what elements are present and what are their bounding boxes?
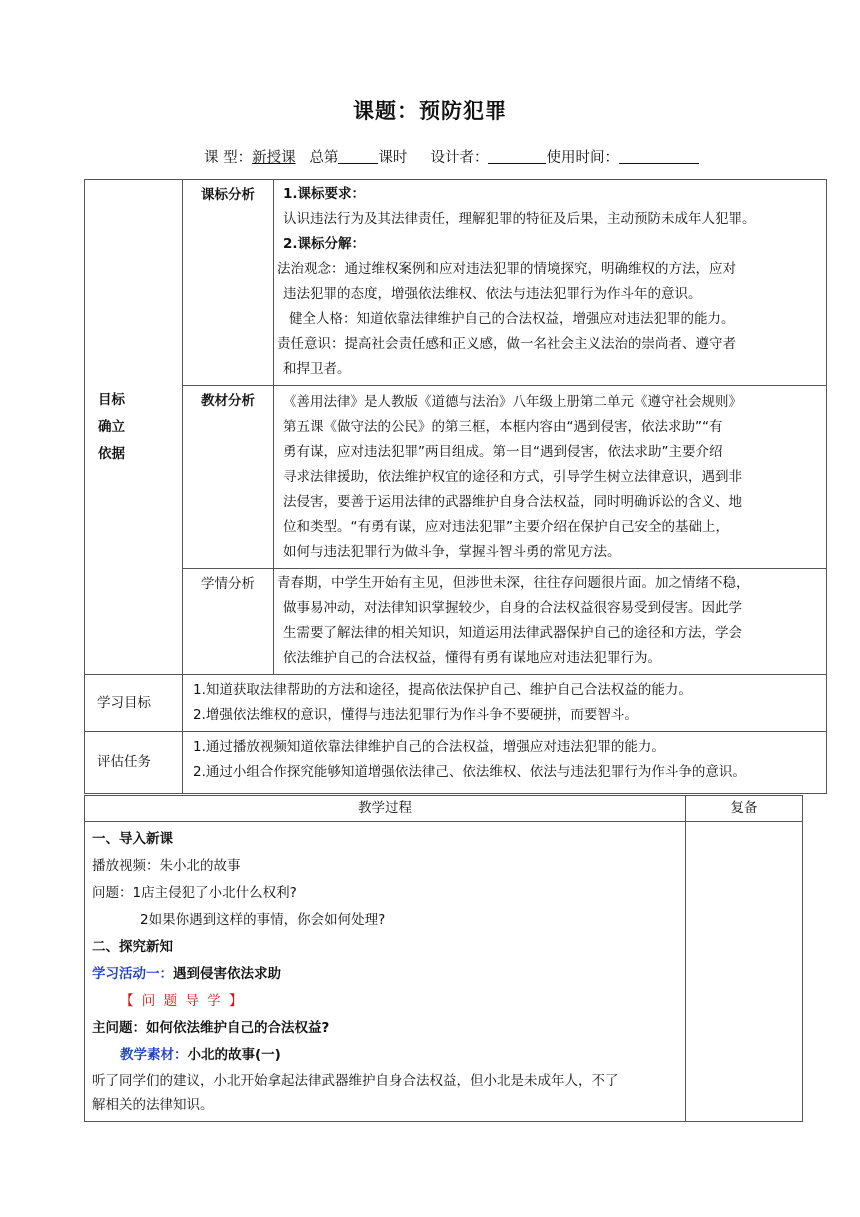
story-line: 听了同学们的建议，小北开始拿起法律武器维护自身合法权益，但小北是未成年人，不了 [92,1073,619,1089]
review-cell [686,822,803,1122]
video-text: 播放视频：朱小北的故事 [92,858,241,874]
total-label: 总第 [309,150,339,166]
material-line [92,1042,683,1069]
goals-content [183,675,827,732]
activity-line [92,961,683,988]
learner-label: 学情分析 [183,569,274,675]
decomposition-heading: 2.课标分解： [283,236,366,252]
textbook-line: 《善用法律》是人教版《道德与法治》八年级上册第二单元《遵守社会规则》 [283,394,742,410]
material-label: 教学素材： [120,1047,188,1063]
side-label-line: 目标 [98,391,125,408]
intro-heading: 一、导入新课 [92,831,173,847]
learner-line: 青春期，中学生开始有主见，但涉世未深，往往存问题很片面。加之情绪不稳， [277,575,750,591]
assessment-row [85,732,827,794]
side-label-line: 依据 [98,445,125,462]
question-1: 问题：1店主侵犯了小北什么权利? [92,885,297,901]
objectives-side-label [85,180,183,675]
type-value: 新授课 [252,150,296,166]
assessment-content [183,732,827,794]
process-body-row [85,822,803,1122]
textbook-line: 位和类型。“有勇有谋，应对违法犯罪”主要介绍在保护自己安全的基础上， [283,519,729,535]
objectives-table [84,179,827,794]
lesson-unit: 课时 [378,150,408,166]
goals-label: 学习目标 [85,675,183,732]
learner-line: 生需要了解法律的相关知识，知道运用法律武器保护自己的途径和方法，学会 [283,625,742,641]
personality-text: 健全人格：知道依靠法律维护自己的合法权益，增强应对违法犯罪的能力。 [289,311,735,327]
textbook-line: 法侵害，要善于运用法律的武器维护自身合法权益，同时明确诉讼的含义、地 [283,494,742,510]
textbook-line: 第五课《做守法的公民》的第三框，本框内容由“遇到侵害，依法求助”“有 [283,419,723,435]
textbook-content [274,386,827,569]
textbook-row [85,386,827,569]
responsibility-line: 责任意识：提高社会责任感和正义感，做一名社会主义法治的崇尚者、遵守者 [277,336,736,352]
textbook-line: 勇有谋，应对违法犯罪”两目组成。第一目“遇到侵害，依法求助”主要介绍 [283,444,723,460]
activity-label: 学习活动一： [92,966,173,982]
time-label: 使用时间： [546,150,619,166]
textbook-line: 如何与违法犯罪行为做斗争，掌握斗智斗勇的常见方法。 [283,544,621,560]
side-label-line: 确立 [98,418,125,435]
process-table [84,795,803,1122]
textbook-label: 教材分析 [183,386,274,569]
learner-row [85,569,827,675]
goal-line: 2.增强依法维权的意识，懂得与违法犯罪行为作斗争不要硬拼，而要智斗。 [193,707,638,723]
question-2: 2如果你遇到这样的事情，你会如何处理? [140,912,386,928]
type-label: 课 型： [204,150,253,166]
activity-title: 遇到侵害依法求助 [173,966,281,982]
learner-line: 做事易冲动，对法律知识掌握较少，自身的合法权益很容易受到侵害。因此学 [283,600,742,616]
assessment-label: 评估任务 [85,732,183,794]
law-concept-line: 法治观念：通过维权案例和应对违法犯罪的情境探究，明确维权的方法，应对 [277,261,736,277]
designer-label: 设计者： [430,150,489,166]
curriculum-label: 课标分析 [183,180,274,386]
assessment-line: 1.通过播放视频知道依靠法律维护自己的合法权益，增强应对违法犯罪的能力。 [193,739,665,755]
material-title: 小北的故事(一) [187,1047,281,1063]
story-line: 解相关的法律知识。 [92,1097,214,1113]
lesson-meta [204,146,699,167]
goal-line: 1.知道获取法律帮助的方法和途径，提高依法保护自己、维护自己合法权益的能力。 [193,682,692,698]
process-content [85,822,686,1122]
goals-row [85,675,827,732]
process-header: 教学过程 [85,796,686,822]
time-blank [619,149,699,164]
process-header-row [85,796,803,822]
learner-content [274,569,827,675]
textbook-line: 寻求法律援助，依法维护权宜的途径和方式，引导学生树立法律意识，遇到非 [283,469,742,485]
total-blank [338,149,378,164]
law-concept-line: 违法犯罪的态度，增强依法维权、依法与违法犯罪行为作斗年的意识。 [283,286,702,302]
requirement-text: 认识违法行为及其法律责任，理解犯罪的特征及后果，主动预防未成年人犯罪。 [283,211,756,227]
requirement-heading: 1.课标要求： [283,186,366,202]
review-header: 复备 [686,796,803,822]
curriculum-content [274,180,827,386]
curriculum-row [85,180,827,386]
responsibility-line: 和捍卫者。 [283,361,351,377]
assessment-line: 2.通过小组合作探究能够知道增强依法律己、依法维权、依法与违法犯罪行为作斗争的意识。 [193,764,746,780]
page-title: 课题：预防犯罪 [353,99,507,123]
question-guide: 【 问 题 导 学 】 [120,993,245,1009]
learner-line: 依法维护自己的合法权益，懂得有勇有谋地应对违法犯罪行为。 [283,650,661,666]
designer-blank [488,149,546,164]
main-question: 主问题：如何依法维护自己的合法权益? [92,1020,330,1036]
explore-heading: 二、探究新知 [92,939,173,955]
